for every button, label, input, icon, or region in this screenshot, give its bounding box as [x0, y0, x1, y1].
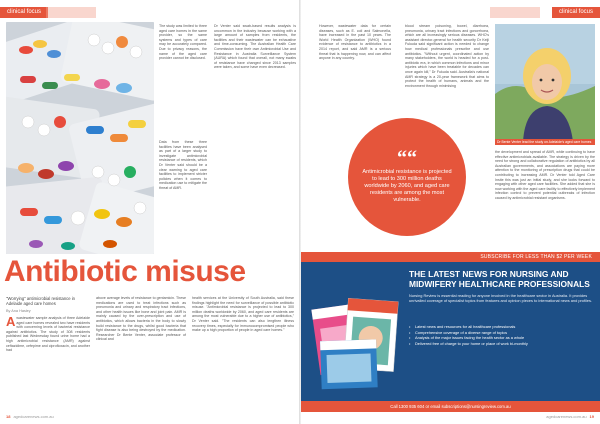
- list-item: • Delivered free of charge to your home or place of work bi-monthly: [409, 341, 595, 346]
- page-number: 18: [6, 414, 11, 419]
- body-column: [192, 296, 294, 414]
- body-column: [495, 150, 595, 248]
- body-column: [214, 24, 296, 144]
- paragraph: blood stream poisoning, bowel, diarrhoea, pneumonia, urinary tract infections and gonorrhoea, which are all increasingly serious diseases. WHO's assistant director-general for health security Dr Keiji Fukuda said significant action is needed to change how medical professionals prescribe and use antibiotics. "Without urgent, coordinated action by many stakeholders, the world is headed for a post-antibiotic era, in which common infections and minor injuries which have been treatable for decades can once again kill," Dr Fukuda said. Australia's national AMR strategy is a 20-year framework that aims to protect the health of humans, animals and the environment through minimising: [405, 24, 489, 88]
- pills-photo: [6, 22, 154, 254]
- section-tab: clinical focus: [0, 7, 48, 18]
- paragraph: However, wastewater data for certain diseases, such as E. coli and Salmonella, have increased in the past 10 years. The World Health Organization (WHO) found evidence of resistance to antibiotics in a 2014 report, and said AMR is a serious threat that is happening now, and can affect anyone in any country.: [319, 24, 391, 61]
- ad-description: Nursing Review is essential reading for anyone involved in the healthcare sector in Australia. It provides unrivalled coverage of specialist topics from features and opinion pieces to international news and profiles.: [409, 293, 592, 303]
- page-folio: [546, 414, 594, 419]
- paragraph: above average levels of resistance to gentamicin. These medications are used to treat infections such as pneumonia and urinary and respiratory tract infections, and other health issues like bone and joint pain. AMR is mainly caused by the over-prescription and use of antibiotics, which allows bacteria in the body to slowly build resistance to the drugs, whilst good bacteria that fight disease is also being destroyed by the medication. Researcher Dr Bente Venter, associate professor of clinical and: [96, 296, 186, 342]
- list-item: • Comprehensive coverage of a diverse range of topics: [409, 330, 595, 335]
- paragraph: the development and spread of AMR, while continuing to have effective antimicrobials available. The strategy is driven by the need for strong and collaborative regulation of antibiotics by all Australian governments, and associations are paying more attention to the monitoring of prescription drugs that could be contributing to increasing AMR. Dr Venter told Aged Care Insite this was just an initial study, and she looks forward to engaging with other aged care facilities. She added that she is now working with the aged care facility to effectively implement infection control to prevent potential outbreaks of infection caused by antimicrobial resistant organisms.: [495, 150, 595, 200]
- paragraph: health services at the University of South Australia, said these findings highlight the need for surveillance of possible antibiotic misuse. "Antimicrobial resistance is projected to lead to 300 million deaths worldwide by 2060, and aged care residents are among the most vulnerable due to a higher use of antibiotics," Dr Venter said. "The residents can also lengthen illness recovery times, especially for immunocompromised people who make up a high proportion of people in aged care homes.": [192, 296, 294, 333]
- body-column: [6, 316, 90, 414]
- right-page: [301, 0, 600, 424]
- portrait-photo: [495, 24, 595, 142]
- body-column: [96, 296, 186, 414]
- pull-quote: [348, 118, 466, 236]
- paragraph: Dr Venter said swab-based results analysis is uncommon in the industry because working with a large amount of samples from residents, the facilities and their wastewater can be exhaustive and time-consuming. The Australian Health Care Commission have their own Antimicrobial Use and Resistance in Australia Surveillance System (AURA) which found that overall, not many swabs of resistance have changed since 2013 samples were taken, and some have even decreased.: [214, 24, 296, 70]
- site-url[interactable]: agedcarenews.com.au: [13, 414, 54, 419]
- list-item: • Latest news and resources for all healthcare professionals: [409, 324, 595, 329]
- paragraph: Data from these three facilities have been analysed as part of a larger study to investigate antimicrobial resistance of residents, which Dr Venter said should be a clear warning to aged care facilities to implement stricter policies when it comes to medication use to mitigate the threat of AMR.: [159, 140, 207, 190]
- headline: Antibiotic misuse: [4, 255, 246, 288]
- photo-caption: Dr Bente Venter lead the study on Adelaide's aged care homes: [495, 139, 595, 145]
- quote-mark-icon: ““: [397, 146, 417, 169]
- left-page: [0, 0, 299, 424]
- paragraph: [6, 316, 90, 353]
- list-item: • Analysis of the major issues facing the health sector as a whole: [409, 335, 595, 340]
- drop-cap: A: [6, 316, 16, 329]
- ad-benefits-list: [409, 324, 595, 346]
- paragraph-text: wastewater sample analysis of three Adelaide aged care homes revealed two have residents with concerning levels of bacterial resistance against antibiotics. The study of 308 residents published last Wednesday found urine home had a high antimicrobial resistance (AMR) against ceftazidime, cefepime and ciprofloxacin, and another had: [6, 316, 90, 353]
- body-column: [159, 24, 207, 128]
- header-band: [46, 7, 96, 18]
- pull-quote-text: Antimicrobial resistance is projected to lead to 300 million deaths worldwide by 2060, and aged care residents are among the most vulnerable.: [362, 168, 452, 203]
- page-number: 19: [589, 414, 594, 419]
- body-column: [159, 140, 207, 248]
- byline: By Ana Hasley: [6, 309, 31, 313]
- paragraph: The study was limited to three aged care homes in the same provider, so the same systems and types of care may be accurately compared. Due to privacy reasons, the name of the aged care provider cannot be disclosed.: [159, 24, 207, 61]
- ad-body: [301, 262, 600, 401]
- ad-contact-footer[interactable]: Call 1300 935 604 or email subscriptions@nursingreview.com.au: [301, 401, 600, 412]
- header-band: [490, 7, 540, 18]
- subscription-ad[interactable]: [301, 252, 600, 412]
- site-url[interactable]: agedcarenews.com.au: [546, 414, 587, 419]
- page-folio: [6, 414, 54, 419]
- magazine-covers-image: [311, 288, 403, 396]
- ad-title: THE LATEST NEWS FOR NURSING AND MIDWIFERY HEALTHCARE PROFESSIONALS: [409, 269, 590, 289]
- subheadline: "Worrying" antimicrobial resistance in Adelaide aged care homes: [6, 296, 75, 307]
- ad-banner[interactable]: SUBSCRIBE FOR LESS THAN $2 PER WEEK: [301, 252, 600, 262]
- body-column: [319, 24, 391, 120]
- section-tab: clinical focus: [552, 7, 600, 18]
